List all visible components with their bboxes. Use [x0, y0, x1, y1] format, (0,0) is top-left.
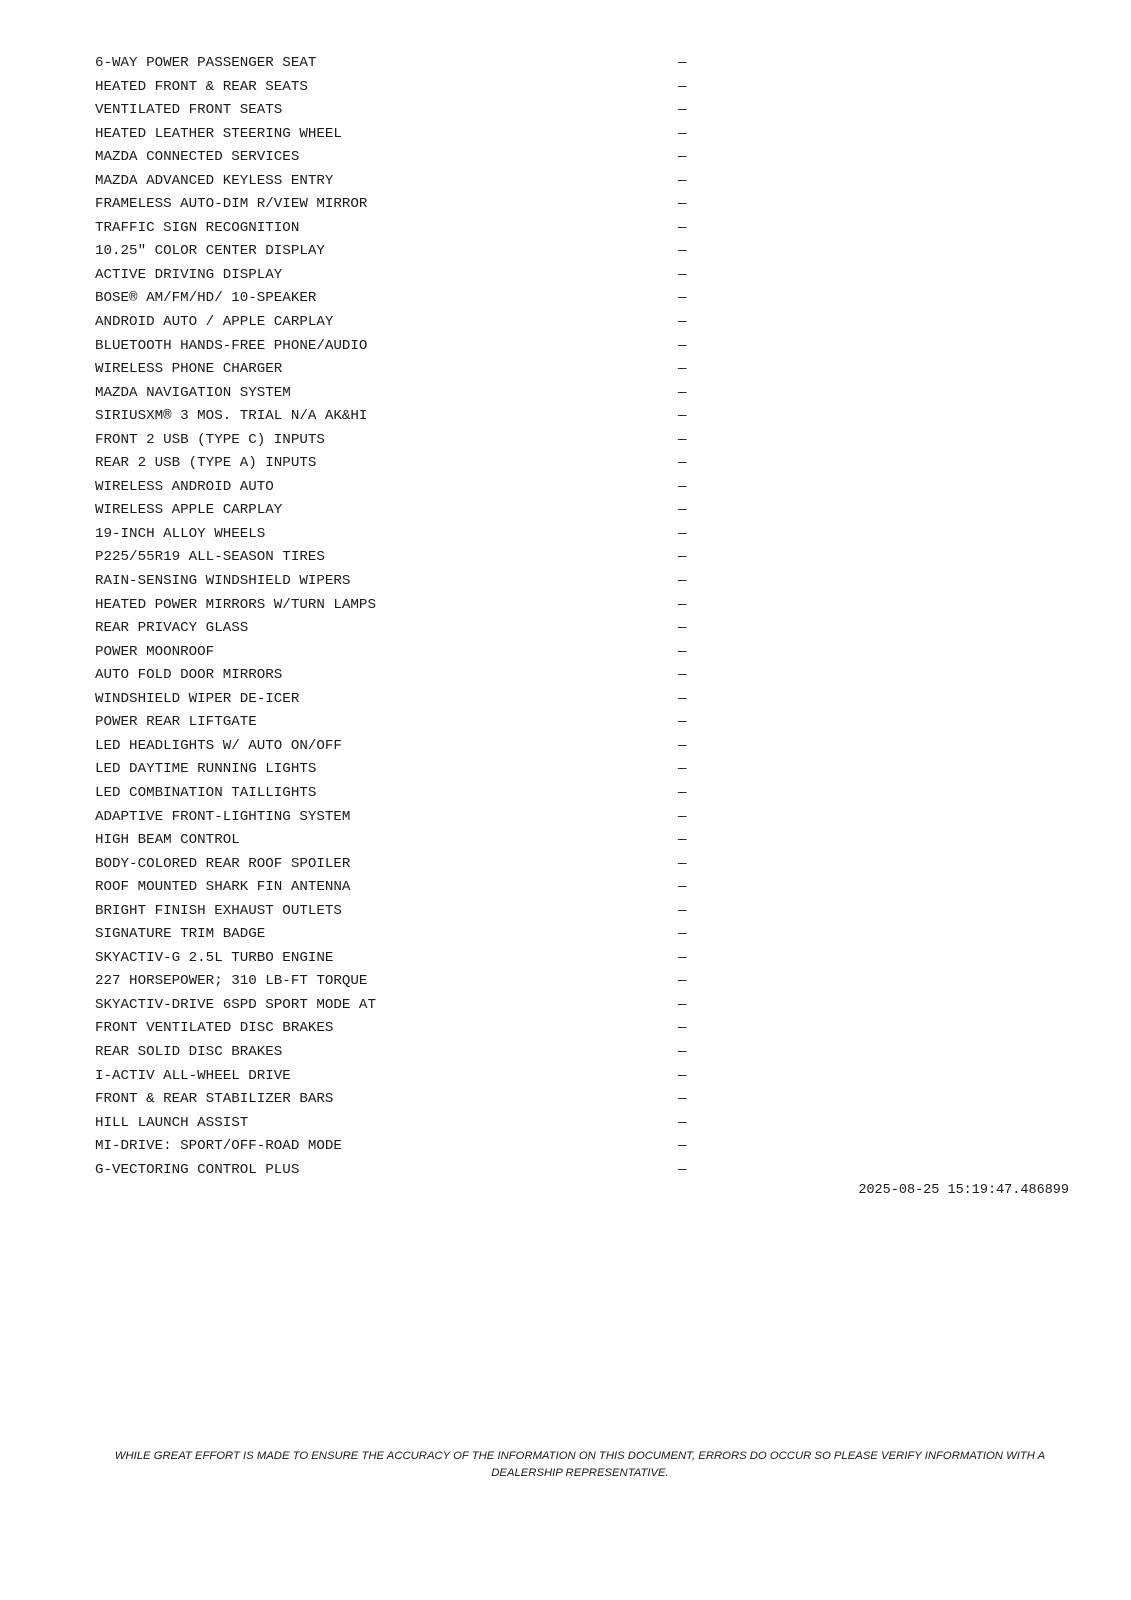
feature-value: —	[678, 266, 687, 283]
feature-name: 6-WAY POWER PASSENGER SEAT	[95, 55, 317, 71]
feature-value: —	[678, 808, 687, 825]
feature-value: —	[678, 667, 687, 684]
feature-value: —	[678, 1091, 687, 1108]
feature-row	[95, 735, 695, 759]
feature-name: REAR 2 USB (TYPE A) INPUTS	[95, 455, 317, 472]
feature-value: —	[678, 643, 687, 660]
feature-name: HILL LAUNCH ASSIST	[95, 1114, 249, 1131]
feature-value: —	[678, 314, 687, 331]
feature-row	[95, 853, 695, 877]
feature-row	[95, 876, 695, 900]
feature-value: —	[678, 1138, 687, 1155]
feature-row	[95, 1017, 695, 1041]
feature-value: —	[678, 714, 687, 731]
feature-name: WIRELESS PHONE CHARGER	[95, 361, 283, 378]
feature-name: REAR PRIVACY GLASS	[95, 620, 249, 637]
feature-row	[95, 594, 695, 618]
feature-name: SKYACTIV-G 2.5L TURBO ENGINE	[95, 949, 334, 966]
feature-value: —	[678, 549, 687, 566]
feature-value: —	[678, 832, 687, 849]
feature-name: ROOF MOUNTED SHARK FIN ANTENNA	[95, 879, 351, 896]
feature-row	[95, 358, 695, 382]
feature-name: POWER MOONROOF	[95, 643, 215, 660]
feature-value: —	[678, 196, 687, 213]
feature-value: —	[678, 455, 687, 472]
feature-value: —	[678, 525, 687, 542]
feature-row	[95, 782, 695, 806]
feature-row	[95, 287, 695, 311]
feature-row	[95, 806, 695, 830]
feature-name: VENTILATED FRONT SEATS	[95, 102, 283, 119]
feature-row	[95, 264, 695, 288]
feature-row	[95, 170, 695, 194]
feature-value: —	[678, 102, 687, 119]
feature-row	[95, 499, 695, 523]
feature-value: —	[678, 219, 687, 236]
feature-name: AUTO FOLD DOOR MIRRORS	[95, 667, 283, 684]
feature-value: —	[678, 879, 687, 896]
feature-row	[95, 523, 695, 547]
feature-row	[95, 405, 695, 429]
feature-row	[95, 193, 695, 217]
feature-name: FRONT & REAR STABILIZER BARS	[95, 1091, 334, 1108]
feature-name: 227 HORSEPOWER; 310 LB-FT TORQUE	[95, 973, 368, 990]
feature-row	[95, 1159, 695, 1183]
feature-name: BLUETOOTH HANDS-FREE PHONE/AUDIO	[95, 337, 368, 354]
feature-value: —	[678, 926, 687, 943]
feature-row	[95, 99, 695, 123]
feature-row	[95, 217, 695, 241]
feature-name: HEATED LEATHER STEERING WHEEL	[95, 125, 342, 142]
feature-value: —	[678, 784, 687, 801]
feature-value: —	[678, 243, 687, 260]
feature-value: —	[678, 290, 687, 307]
feature-row	[95, 476, 695, 500]
feature-value: —	[678, 573, 687, 590]
feature-row	[95, 688, 695, 712]
feature-value: —	[678, 384, 687, 401]
feature-name: HEATED FRONT & REAR SEATS	[95, 78, 308, 95]
feature-value: —	[678, 361, 687, 378]
feature-value: —	[678, 902, 687, 919]
feature-value: —	[678, 55, 687, 71]
feature-name: HIGH BEAM CONTROL	[95, 832, 240, 849]
feature-value: —	[678, 949, 687, 966]
feature-value: —	[678, 1114, 687, 1131]
feature-name: 10.25" COLOR CENTER DISPLAY	[95, 243, 325, 260]
feature-row	[95, 617, 695, 641]
feature-row	[95, 1088, 695, 1112]
feature-name: MI-DRIVE: SPORT/OFF-ROAD MODE	[95, 1138, 342, 1155]
print-timestamp: 2025-08-25 15:19:47.486899	[858, 1183, 1069, 1198]
feature-row	[95, 1135, 695, 1159]
feature-row	[95, 1065, 695, 1089]
feature-name: LED HEADLIGHTS W/ AUTO ON/OFF	[95, 737, 342, 754]
feature-name: RAIN-SENSING WINDSHIELD WIPERS	[95, 573, 351, 590]
feature-name: TRAFFIC SIGN RECOGNITION	[95, 219, 300, 236]
feature-row	[95, 829, 695, 853]
feature-name: POWER REAR LIFTGATE	[95, 714, 257, 731]
feature-value: —	[678, 620, 687, 637]
feature-value: —	[678, 431, 687, 448]
feature-name: I-ACTIV ALL-WHEEL DRIVE	[95, 1067, 291, 1084]
feature-name: FRAMELESS AUTO-DIM R/VIEW MIRROR	[95, 196, 368, 213]
feature-row	[95, 994, 695, 1018]
feature-row	[95, 641, 695, 665]
feature-name: SKYACTIV-DRIVE 6SPD SPORT MODE AT	[95, 996, 376, 1013]
feature-name: HEATED POWER MIRRORS W/TURN LAMPS	[95, 596, 376, 613]
feature-row	[95, 546, 695, 570]
feature-name: P225/55R19 ALL-SEASON TIRES	[95, 549, 325, 566]
feature-row	[95, 382, 695, 406]
feature-name: SIGNATURE TRIM BADGE	[95, 926, 266, 943]
feature-row	[95, 1041, 695, 1065]
feature-row	[95, 923, 695, 947]
feature-row	[95, 900, 695, 924]
feature-name: REAR SOLID DISC BRAKES	[95, 1043, 283, 1060]
feature-row	[95, 570, 695, 594]
feature-row	[95, 711, 695, 735]
feature-row	[95, 123, 695, 147]
feature-value: —	[678, 596, 687, 613]
feature-name: MAZDA NAVIGATION SYSTEM	[95, 384, 291, 401]
feature-value: —	[678, 996, 687, 1013]
feature-name: WINDSHIELD WIPER DE-ICER	[95, 690, 300, 707]
feature-row	[95, 52, 695, 76]
feature-row	[95, 240, 695, 264]
feature-value: —	[678, 737, 687, 754]
feature-row	[95, 146, 695, 170]
feature-name: LED COMBINATION TAILLIGHTS	[95, 784, 317, 801]
feature-name: MAZDA ADVANCED KEYLESS ENTRY	[95, 172, 334, 189]
feature-value: —	[678, 855, 687, 872]
feature-value: —	[678, 690, 687, 707]
feature-name: BODY-COLORED REAR ROOF SPOILER	[95, 855, 351, 872]
feature-value: —	[678, 1043, 687, 1060]
feature-name: FRONT VENTILATED DISC BRAKES	[95, 1020, 334, 1037]
feature-value: —	[678, 1161, 687, 1178]
feature-row	[95, 311, 695, 335]
feature-row	[95, 758, 695, 782]
feature-value: —	[678, 172, 687, 189]
feature-value: —	[678, 973, 687, 990]
feature-value: —	[678, 125, 687, 142]
feature-row	[95, 76, 695, 100]
feature-name: BRIGHT FINISH EXHAUST OUTLETS	[95, 902, 342, 919]
feature-row	[95, 429, 695, 453]
feature-name: BOSE® AM/FM/HD/ 10-SPEAKER	[95, 290, 317, 307]
feature-row	[95, 335, 695, 359]
feature-row	[95, 664, 695, 688]
feature-value: —	[678, 1020, 687, 1037]
feature-name: SIRIUSXM® 3 MOS. TRIAL N/A AK&HI	[95, 408, 368, 425]
feature-name: MAZDA CONNECTED SERVICES	[95, 149, 300, 166]
feature-list	[95, 52, 695, 1182]
feature-name: FRONT 2 USB (TYPE C) INPUTS	[95, 431, 325, 448]
feature-name: 19-INCH ALLOY WHEELS	[95, 525, 266, 542]
feature-row	[95, 452, 695, 476]
disclaimer-text: WHILE GREAT EFFORT IS MADE TO ENSURE THE ACCURACY OF THE INFORMATION ON THIS DOCUMENT, ERRORS DO OCCUR SO PLEASE VERIFY INFORMATION WITH A DEALERSHIP REPRESENTATIVE.	[114, 1450, 1046, 1479]
feature-value: —	[678, 502, 687, 519]
feature-row	[95, 970, 695, 994]
feature-row	[95, 1112, 695, 1136]
feature-value: —	[678, 408, 687, 425]
feature-value: —	[678, 478, 687, 495]
feature-name: ANDROID AUTO / APPLE CARPLAY	[95, 314, 334, 331]
feature-row	[95, 947, 695, 971]
feature-name: G-VECTORING CONTROL PLUS	[95, 1161, 300, 1178]
feature-name: ADAPTIVE FRONT-LIGHTING SYSTEM	[95, 808, 351, 825]
feature-name: ACTIVE DRIVING DISPLAY	[95, 266, 283, 283]
feature-name: WIRELESS ANDROID AUTO	[95, 478, 274, 495]
feature-value: —	[678, 337, 687, 354]
feature-value: —	[678, 1067, 687, 1084]
feature-value: —	[678, 761, 687, 778]
feature-name: WIRELESS APPLE CARPLAY	[95, 502, 283, 519]
feature-value: —	[678, 78, 687, 95]
feature-name: LED DAYTIME RUNNING LIGHTS	[95, 761, 317, 778]
feature-value: —	[678, 149, 687, 166]
